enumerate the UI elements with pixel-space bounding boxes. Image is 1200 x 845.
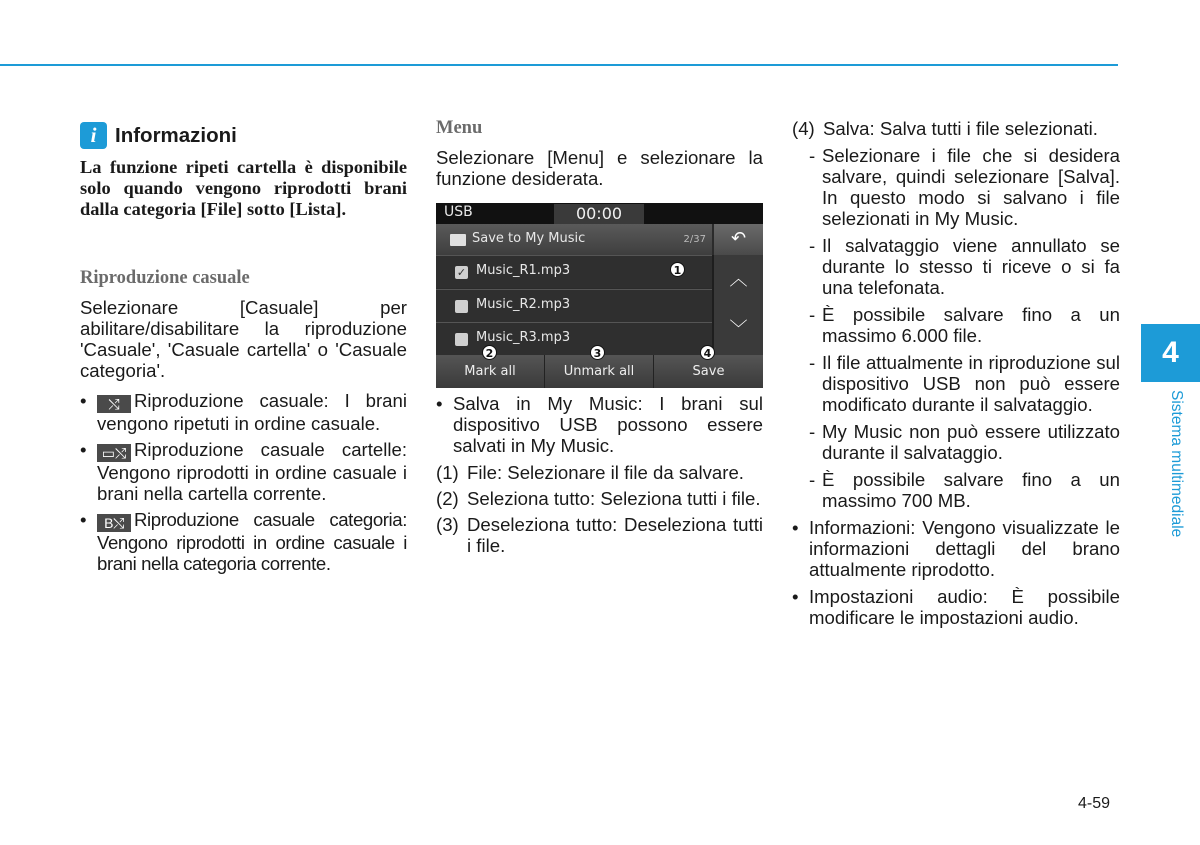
list-item-text: Il salvataggio viene annullato se durante lo stesso ti riceve o si fa una telefonata. — [822, 235, 1120, 298]
list-item-number: (4) — [792, 118, 815, 139]
list-item — [809, 235, 1120, 298]
file-name: Music_R2.mp3 — [476, 297, 571, 312]
list-item — [792, 118, 1120, 139]
list-item — [792, 517, 1120, 580]
file-name: Music_R1.mp3 — [476, 263, 571, 278]
list-item — [80, 390, 407, 434]
time-display: 00:00 — [554, 204, 644, 224]
callout-3: 3 — [590, 345, 605, 360]
callout-4: 4 — [700, 345, 715, 360]
menu-text: Selezionare [Menu] e selezionare la funzione desiderata. — [436, 147, 763, 189]
numbered-list — [436, 462, 763, 556]
list-item — [792, 586, 1120, 628]
menu-title: Menu — [436, 118, 483, 138]
info-text: La funzione ripeti cartella è disponibile solo quando vengono riprodotti brani dalla categoria [File] sotto [Lista]. — [80, 157, 407, 219]
mark-all-button[interactable]: Mark all — [436, 355, 545, 388]
list-item-text: Salva in My Music: I brani sul dispositivo USB possono essere salvati in My Music. — [453, 393, 763, 456]
file-count: 2/37 — [683, 234, 706, 245]
shuffle-icon: ⤭ — [97, 395, 131, 413]
folder-icon — [450, 234, 466, 246]
checked-checkbox-icon[interactable]: ✓ — [456, 266, 467, 279]
list-item — [809, 421, 1120, 463]
page-number: 4-59 — [1078, 795, 1111, 812]
status-bar — [436, 203, 763, 224]
chevron-up-icon: ︿ — [729, 269, 748, 290]
file-name: Music_R3.mp3 — [476, 330, 571, 345]
scroll-down-button[interactable] — [714, 305, 763, 355]
list-item-text: È possibile salvare fino a un massimo 6.000 file. — [822, 304, 1120, 346]
save-button[interactable]: Save — [654, 355, 763, 388]
list-item-text: Selezionare i file che si desidera salvare, quindi selezionare [Salva]. In questo modo si salvano i file selezionati in My Music. — [822, 145, 1120, 229]
list-item-number: (3) — [436, 514, 459, 535]
list-item-text: Seleziona tutto: Seleziona tutti i file. — [467, 488, 761, 509]
shuffle-category-icon: B⤭ — [97, 514, 131, 532]
list-item — [809, 469, 1120, 511]
back-button[interactable]: ↶ — [714, 224, 763, 255]
usb-screen — [436, 203, 763, 388]
title-bar — [436, 224, 712, 255]
chapter-label: Sistema multimediale — [1168, 390, 1185, 538]
header-rule — [0, 64, 1118, 66]
file-row[interactable] — [436, 289, 712, 322]
file-row[interactable] — [436, 322, 712, 355]
checkbox-icon[interactable] — [455, 333, 468, 346]
unmark-all-button[interactable]: Unmark all — [545, 355, 654, 388]
info-heading — [80, 122, 237, 149]
list-item — [80, 509, 407, 574]
list-item-text: Salva: Salva tutti i file selezionati. — [823, 118, 1098, 139]
list-item-text: Riproduzione casuale categoria: Vengono riprodotti in ordine casuale i brani nella categoria corrente. — [97, 509, 407, 574]
list-item-text: File: Selezionare il file da salvare. — [467, 462, 744, 483]
list-item — [809, 145, 1120, 229]
list-item-text: Informazioni: Vengono visualizzate le informazioni dettagli del brano attualmente riprodotto. — [809, 517, 1120, 580]
list-item-text: Riproduzione casuale cartelle: Vengono riprodotti in ordine casuale i brani nella cartella corrente. — [97, 439, 407, 504]
section-text: Selezionare [Casuale] per abilitare/disabilitare la riproduzione 'Casuale', 'Casuale cartella' o 'Casuale categoria'. — [80, 297, 407, 381]
list-item — [436, 462, 763, 483]
callout-1: 1 — [670, 262, 685, 277]
list-item-text: Riproduzione casuale: I brani vengono ripetuti in ordine casuale. — [97, 390, 407, 434]
list-item-text: Deseleziona tutto: Deseleziona tutti i file. — [467, 514, 763, 556]
list-item-text: Il file attualmente in riproduzione sul dispositivo USB non può essere modificato durante il salvataggio. — [822, 352, 1120, 415]
info-title: Informazioni — [115, 123, 237, 147]
shuffle-list — [80, 390, 407, 574]
list-item — [436, 488, 763, 509]
scroll-up-button[interactable] — [714, 255, 763, 305]
title-bar-label: Save to My Music — [472, 231, 586, 246]
list-item-number: (2) — [436, 488, 459, 509]
list-item-text: È possibile salvare fino a un massimo 700 MB. — [822, 469, 1120, 511]
list-item-text: My Music non può essere utilizzato durante il salvataggio. — [822, 421, 1120, 463]
section-title: Riproduzione casuale — [80, 268, 250, 288]
checkbox-icon[interactable] — [455, 300, 468, 313]
info-icon: i — [80, 122, 107, 149]
chapter-tab: 4 — [1141, 324, 1200, 382]
source-label: USB — [444, 204, 473, 220]
list-item — [809, 304, 1120, 346]
list-item — [436, 393, 763, 456]
list-item-text: Impostazioni audio: È possibile modificare le impostazioni audio. — [809, 586, 1120, 628]
list-item — [80, 439, 407, 504]
list-item — [436, 514, 763, 556]
list-item — [809, 352, 1120, 415]
save-list — [792, 118, 1120, 628]
list-item-number: (1) — [436, 462, 459, 483]
callout-2: 2 — [482, 345, 497, 360]
shuffle-folder-icon: ▭⤭ — [97, 444, 131, 462]
chevron-down-icon: ﹀ — [729, 319, 748, 340]
